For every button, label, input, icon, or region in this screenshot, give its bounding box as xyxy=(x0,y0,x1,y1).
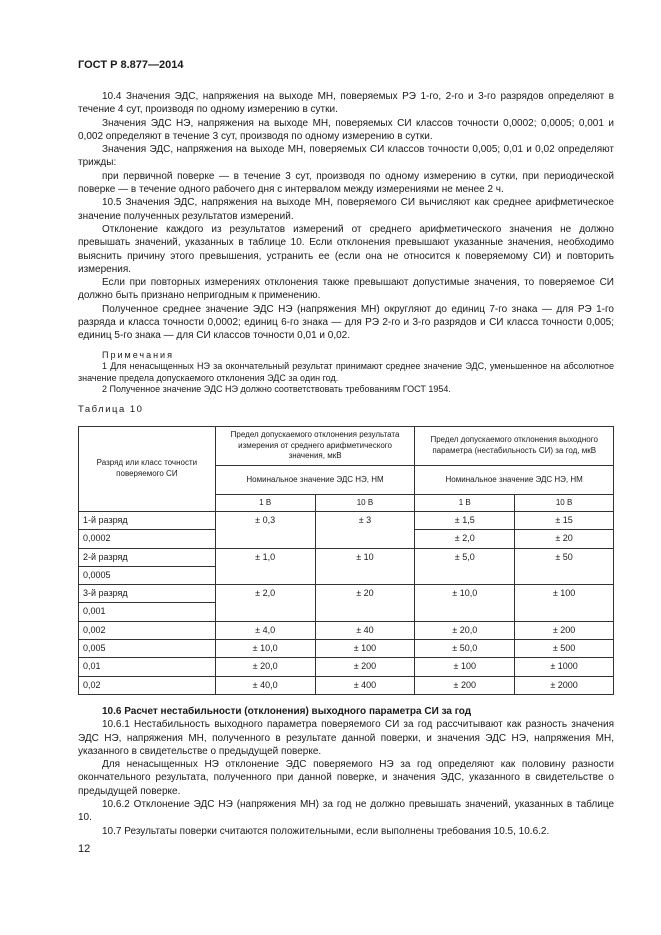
cell-value: ± 2,0 xyxy=(215,585,315,622)
note-item: 2 Полученное значение ЭДС НЭ должно соответствовать требованиям ГОСТ 1954. xyxy=(102,384,451,395)
paragraph: 10.5 Значения ЭДС, напряжения на выходе МН, поверяемого СИ вычисляют как среднее арифметическое значение полученных результатов измерений. xyxy=(78,197,614,222)
row-label: 3-й разряд xyxy=(79,585,216,603)
cell-value: ± 100 xyxy=(515,585,614,622)
cell-value: ± 400 xyxy=(315,676,415,694)
row-label: 0,01 xyxy=(79,658,216,676)
table-caption: Таблица 10 xyxy=(78,403,144,415)
paragraph: Значения ЭДС, напряжения на выходе МН, поверяемых СИ классов точности 0,005; 0,01 и 0,02 определяют трижды: xyxy=(78,144,614,169)
cell-value: ± 10,0 xyxy=(415,585,515,622)
cell-value: ± 20 xyxy=(515,530,614,548)
cell-value: ± 5,0 xyxy=(415,548,515,585)
row-label: 0,005 xyxy=(79,640,216,658)
header-group-instability: Предел допускаемого отклонения выходного параметра (нестабильность СИ) за год, мкВ xyxy=(415,426,614,465)
cell-value: ± 20,0 xyxy=(215,658,315,676)
cell-value: ± 50 xyxy=(515,548,614,585)
cell-value: ± 500 xyxy=(515,640,614,658)
row-label: 0,0005 xyxy=(79,566,216,584)
cell-value: ± 2,0 xyxy=(415,530,515,548)
header-class: Разряд или класс точности поверяемого СИ xyxy=(79,426,216,511)
cell-value: ± 100 xyxy=(315,640,415,658)
cell-value: ± 1,5 xyxy=(415,511,515,529)
header-nominal: Номинальное значение ЭДС НЭ, НМ xyxy=(215,465,415,494)
cell-value: ± 40,0 xyxy=(215,676,315,694)
paragraph: 10.7 Результаты поверки считаются положительными, если выполнены требования 10.5, 10.6.2. xyxy=(102,825,550,837)
row-label: 1-й разряд xyxy=(79,511,216,529)
row-label: 0,02 xyxy=(79,676,216,694)
cell-value: ± 15 xyxy=(515,511,614,529)
page-content xyxy=(78,90,614,838)
paragraph: 10.6.2 Отклонение ЭДС НЭ (напряжения МН) за год не должно превышать значений, указанных в таблице 10. xyxy=(78,798,614,824)
cell-value: ± 2000 xyxy=(515,676,614,694)
paragraph: 10.6.1 Нестабильность выходного параметра поверяемого СИ за год рассчитывают как разность значения ЭДС НЭ, напряжения МН, полученного в результате данной поверки, и значения ЭДС НЭ, напряжения МН, указанного в свидетельстве о предыдущей поверке. xyxy=(78,719,614,757)
cell-value: ± 1,0 xyxy=(215,548,315,585)
cell-value: ± 20,0 xyxy=(415,621,515,639)
cell-value: ± 10 xyxy=(315,548,415,585)
header-group-deviation: Предел допускаемого отклонения результата измерения от среднего арифметического значения, мкВ xyxy=(215,426,415,465)
cell-value: ± 40 xyxy=(315,621,415,639)
cell-value: ± 10,0 xyxy=(215,640,315,658)
cell-value: ± 100 xyxy=(415,658,515,676)
cell-value: ± 200 xyxy=(415,676,515,694)
cell-value: ± 200 xyxy=(515,621,614,639)
section-title: 10.6 Расчет нестабильности (отклонения) выходного параметра СИ за год xyxy=(102,705,472,717)
cell-value: ± 4,0 xyxy=(215,621,315,639)
cell-value: ± 50,0 xyxy=(415,640,515,658)
deviation-table xyxy=(78,426,614,695)
paragraph: при первичной поверке — в течение 3 сут, производя по одному измерению в сутки, при периодической поверке — в течение одного рабочего дня с интервалом между измерениями не менее 2 ч. xyxy=(78,170,614,196)
cell-value: ± 3 xyxy=(315,511,415,548)
row-label: 0,001 xyxy=(79,603,216,621)
cell-value: ± 1000 xyxy=(515,658,614,676)
header-10v: 10 В xyxy=(515,494,614,511)
row-label: 0,002 xyxy=(79,621,216,639)
header-1v: 1 В xyxy=(215,494,315,511)
cell-value: ± 20 xyxy=(315,585,415,622)
paragraph: 10.4 Значения ЭДС, напряжения на выходе МН, поверяемых РЭ 1-го, 2-го и 3-го разрядов определяют в течение 4 сут, производя по одному измерению в сутки. xyxy=(78,91,614,116)
page-number: 12 xyxy=(78,843,91,855)
notes-title: Примечания xyxy=(102,349,174,360)
header-10v: 10 В xyxy=(315,494,415,511)
paragraph: Значения ЭДС НЭ, напряжения на выходе МН, поверяемых СИ классов точности 0,0002; 0,0005; 0,001 и 0,002 определяют в течение 3 сут, производя по одному измерению в сутки. xyxy=(78,117,614,142)
paragraph: Полученное среднее значение ЭДС НЭ (напряжения МН) округляют до единиц 7-го знака — для РЭ 1-го разряда и класса точности 0,0002; единиц 6-го знака — для РЭ 2-го и 3-го разрядов и СИ класса точности 0,005; единиц 5-го знака — для СИ классов точности 0,01 и 0,02. xyxy=(78,303,614,342)
cell-value: ± 200 xyxy=(315,658,415,676)
row-label: 0,0002 xyxy=(79,530,216,548)
paragraph: Отклонение каждого из результатов измерений от среднего арифметического значения не должно превышать значений, указанных в таблице 10. Если отклонения превышают указанные значения, необходимо выяснить причину этого превышения, устранить ее (если она не относится к поверяемому СИ) и повторить измерения. xyxy=(78,223,614,275)
note-item: 1 Для ненасыщенных НЭ за окончательный результат принимают среднее значение ЭДС, уменьшенное на абсолютное значение предела допускаемого отклонения ЭДС за один год. xyxy=(78,361,614,383)
document-header: ГОСТ Р 8.877—2014 xyxy=(78,59,184,71)
header-1v: 1 В xyxy=(415,494,515,511)
row-label: 2-й разряд xyxy=(79,548,216,566)
header-nominal: Номинальное значение ЭДС НЭ, НМ xyxy=(415,465,614,494)
cell-value: ± 0,3 xyxy=(215,511,315,548)
paragraph: Для ненасыщенных НЭ отклонение ЭДС поверяемого НЭ за год определяют как половину разности окончательного результата, полученного при данной поверке, и значения ЭДС, указанного в свидетельстве о предыдущей поверке. xyxy=(78,759,614,797)
paragraph: Если при повторных измерениях отклонения также превышают допустимые значения, то поверяемое СИ должно быть признано непригодным к применению. xyxy=(78,277,614,302)
